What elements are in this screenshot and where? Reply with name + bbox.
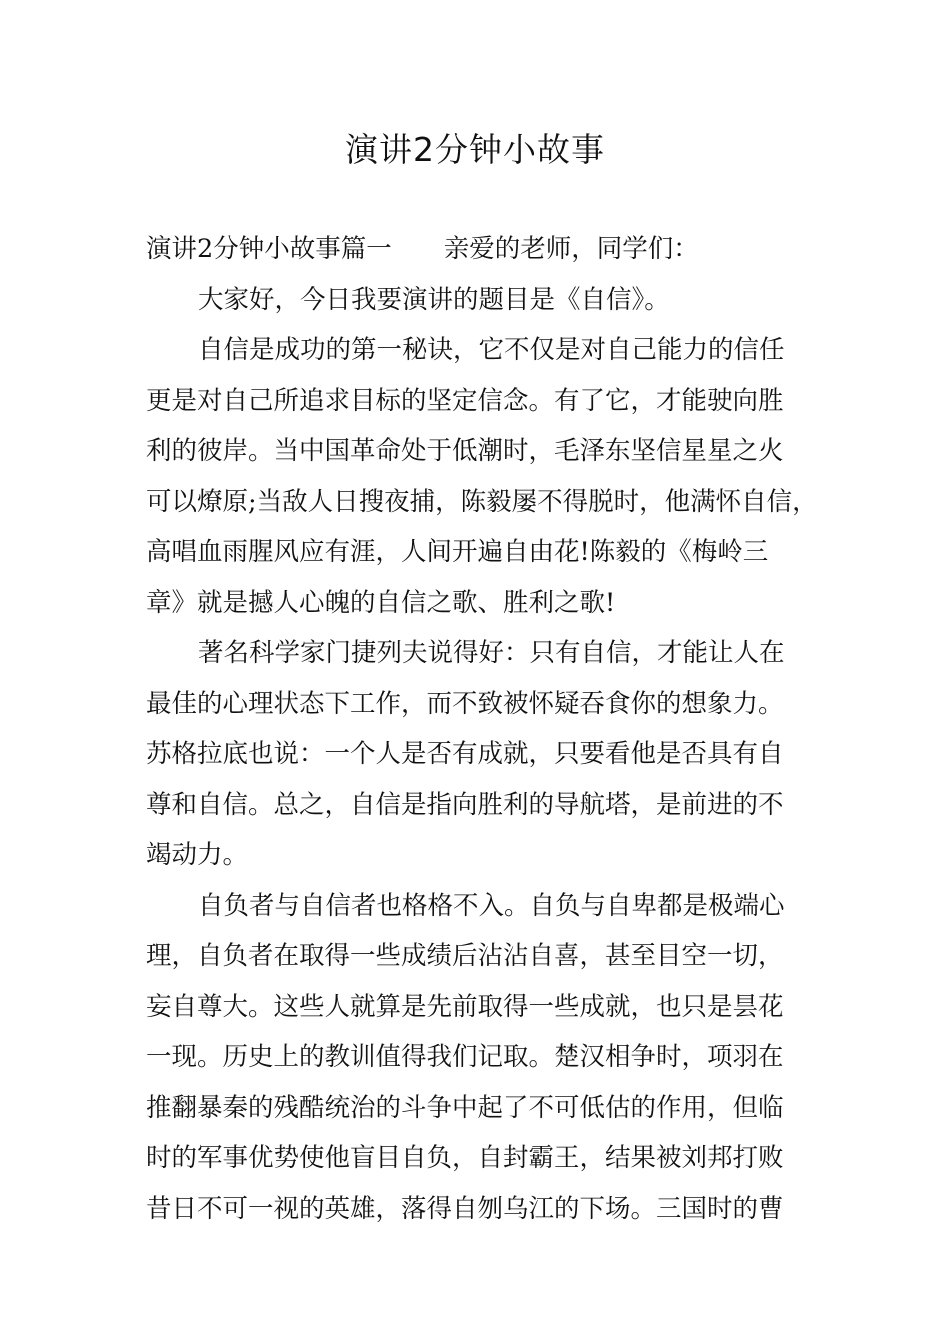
text-line: 可以燎原;当敌人日搜夜捕，陈毅屡不得脱时，他满怀自信，	[146, 486, 818, 517]
text-line: 最佳的心理状态下工作，而不致被怀疑吞食你的想象力。	[146, 688, 784, 719]
salutation: 亲爱的老师，同学们：	[443, 234, 699, 264]
text-line: 一现。历史上的教训值得我们记取。楚汉相争时，项羽在	[146, 1042, 784, 1072]
text-line: 推翻暴秦的残酷统治的斗争中起了不可低估的作用，但临	[146, 1092, 784, 1123]
text-line: 妄自尊大。这些人就算是先前取得一些成就，也只是昙花	[146, 991, 784, 1022]
section-heading: 演讲2分钟小故事篇一	[146, 234, 392, 264]
text-line: 大家好，今日我要演讲的题目是《自信》。	[198, 284, 670, 315]
text-line	[146, 224, 814, 275]
text-line: 理，自负者在取得一些成绩后沾沾自喜，甚至目空一切，	[146, 941, 784, 971]
text-line: 时的军事优势使他盲目自负，自封霸王，结果被刘邦打败	[146, 1143, 784, 1173]
text-line: 更是对自己所追求目标的坚定信念。有了它，才能驶向胜	[146, 385, 784, 416]
text-line: 昔日不可一视的英雄，落得自刎乌江的下场。三国时的曹	[146, 1193, 784, 1224]
text-line: 尊和自信。总之，自信是指向胜利的导航塔，是前进的不	[146, 789, 784, 820]
text-line: 章》就是撼人心魄的自信之歌、胜利之歌!	[146, 587, 616, 618]
text-line: 利的彼岸。当中国革命处于低潮时，毛泽东坚信星星之火	[146, 436, 784, 466]
text-line: 著名科学家门捷列夫说得好：只有自信，才能让人在	[198, 638, 785, 668]
text-line: 苏格拉底也说：一个人是否有成就，只要看他是否具有自	[146, 739, 784, 769]
text-line: 竭动力。	[146, 840, 249, 870]
text-line: 自负者与自信者也格格不入。自负与自卑都是极端心	[198, 890, 785, 921]
document-body	[146, 224, 818, 1234]
document-title: 演讲2分钟小故事	[345, 130, 605, 169]
text-line: 高唱血雨腥风应有涯，人间开遍自由花!陈毅的《梅岭三	[146, 537, 769, 567]
text-line: 自信是成功的第一秘诀，它不仅是对自己能力的信任	[198, 335, 785, 365]
